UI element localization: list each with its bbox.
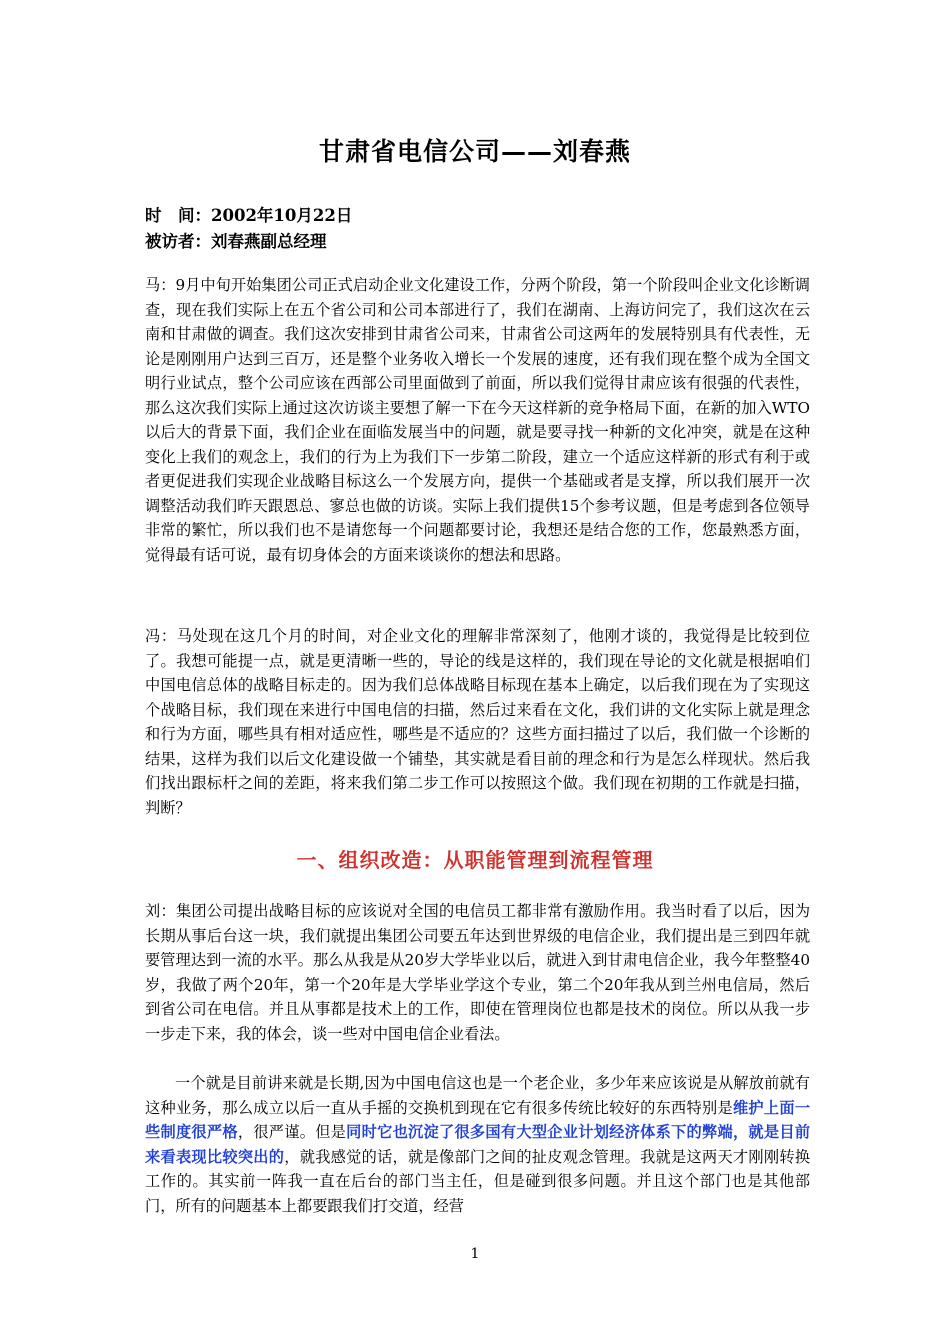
highlighted-text: 同时它也沉淀了很多国有大型企业计划经济体系下的弊端，就是目前来看表现比较突出的 bbox=[145, 1123, 811, 1166]
highlighted-text: 维护上面一些制度很严格 bbox=[145, 1098, 811, 1141]
paragraph-liu: 刘：集团公司提出战略目标的应该说对全国的电信员工都非常有激励作用。我当时看了以后，因为长期从事后台这一块，我们就提出集团公司要五年达到世界级的电信企业，我们提出是三到四年就要管理达到一流的水平。那么从我是从20岁大学毕业以后，就进入到甘肃电信企业，我今年整整40岁，我做了两个20年，第一个20年是大学毕业学这个专业，第二个20年我从到兰州电信局，然后到省公司在电信。并且从事都是技术上的工作，即使在管理岗位也都是技术的岗位。所以从我一步一步走下来，我的体会，谈一些对中国电信企业看法。 bbox=[145, 902, 810, 1043]
text-segment: 一个就是目前讲来就是长期,因为中国电信这也是一个老企业，多少年来应该说是从解放前就有这种业务，那么成立以后一直从手摇的交换机到现在它有很多传统比较好的东西特别是 bbox=[145, 1074, 810, 1117]
paragraph-feng: 冯：马处现在这几个月的时间，对企业文化的理解非常深刻了，他刚才谈的，我觉得是比较到位了。我想可能提一点，就是更清晰一些的，导论的线是这样的，我们现在导论的文化就是根据咱们中国电信总体的战略目标走的。因为我们总体战略目标现在基本上确定，以后我们现在为了实现这个战略目标，我们现在来进行中国电信的扫描，然后过来看在文化，我们讲的文化实际上就是理念和行为方面，哪些具有相对适应性，哪些是不适应的？这些方面扫描过了以后，我们做一个诊断的结果，这样为我们以后文化建设做一个铺垫，其实就是看目前的理念和行为是怎么样现状。然后我们找出跟标杆之间的差距，将来我们第二步工作可以按照这个做。我们现在初期的工作就是扫描，判断？ bbox=[145, 627, 810, 817]
text-segment: ，就我感觉的话，就是像部门之间的扯皮观念管理。我就是这两天才刚刚转换工作的。其实前一阵我一直在后台的部门当主任，但是碰到很多问题。并且这个部门也是其他部门，所有的问题基本上都要跟我们打交道，经营 bbox=[145, 1147, 811, 1215]
text-segment: ，很严谨。但是 bbox=[237, 1123, 347, 1141]
interviewee: 被访者：刘春燕副总经理 bbox=[145, 232, 327, 251]
interview-time: 时 间：2002年10月22日 bbox=[145, 206, 353, 225]
section-heading: 一、组织改造：从职能管理到流程管理 bbox=[296, 848, 654, 872]
page-number: 1 bbox=[470, 1246, 480, 1262]
document-title: 甘肃省电信公司——刘春燕 bbox=[318, 137, 631, 166]
paragraph-ma: 马：9月中旬开始集团公司正式启动企业文化建设工作，分两个阶段，第一个阶段叫企业文化诊断调查，现在我们实际上在五个省公司和公司本部进行了，我们在湖南、上海访问完了，我们这次在云南和甘肃做的调查。我们这次安排到甘肃省公司来，甘肃省公司这两年的发展特别具有代表性，无论是刚刚用户达到三百万，还是整个业务收入增长一个发展的速度，还有我们现在整个成为全国文明行业试点，整个公司应该在西部公司里面做到了前面，所以我们觉得甘肃应该有很强的代表性，那么这次我们实际上通过这次访谈主要想了解一下在今天这样新的竞争格局下面，在新的加入WTO以后大的背景下面，我们企业在面临发展当中的问题，就是要寻找一种新的文化冲突，就是在这种变化上我们的观念上，我们的行为上为我们下一步第二阶段，建立一个适应这样新的形式有利于或者更促进我们实现企业战略目标这么一个发展方向，提供一个基础或者是支撑，所以我们展开一次调整活动我们昨天跟恩总、寥总也做的访谈。实际上我们提供15个参考议题，但是考虑到各位领导非常的繁忙，所以我们也不是请您每一个问题都要讨论，我想还是结合您的工作，您最熟悉方面，觉得最有话可说，最有切身体会的方面来谈谈你的想法和思路。 bbox=[145, 276, 810, 564]
paragraph-liu-continued bbox=[145, 1071, 810, 1218]
